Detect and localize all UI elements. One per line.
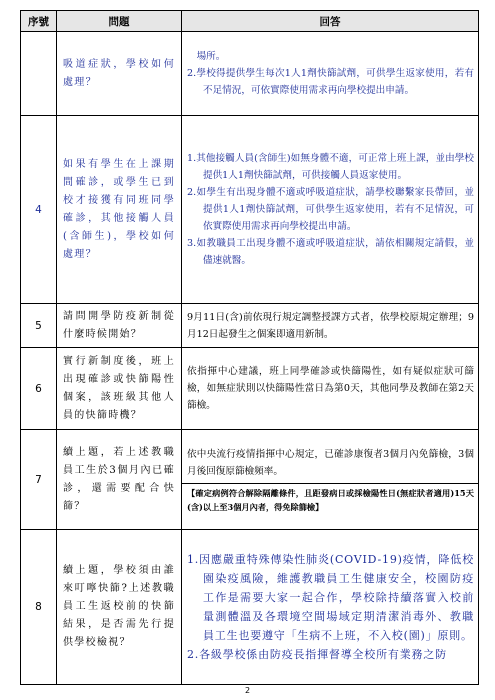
row-answer — [182, 32, 479, 116]
row-answer — [182, 430, 479, 530]
row-number: 4 — [21, 116, 57, 304]
row-number: 8 — [21, 530, 57, 685]
answer-item: 3.如教職員工出現身體不適或呼吸道症狀，請依相關規定請假，並儘速就醫。 — [187, 238, 474, 266]
header-no: 序號 — [21, 11, 57, 32]
row-number: 6 — [21, 348, 57, 430]
row-answer — [182, 348, 479, 430]
row-question: 吸道症狀，學校如何處理？ — [57, 32, 182, 116]
header-answer: 回答 — [182, 11, 479, 32]
row-number: 7 — [21, 430, 57, 530]
table-row — [21, 430, 479, 530]
table-row — [21, 116, 479, 304]
answer-text: 依指揮中心建議，班上同學確診或快篩陽性，如有疑似症狀可篩檢，如無症狀則以快篩陽性當日為第0天，其他同學及教師在第2天篩檢。 — [187, 366, 474, 411]
answer-item: 2.學校得提供學生每次1人1劑快篩試劑，可供學生返家使用，若有不足情況，可依實際使用需求再向學校提出申請。 — [187, 68, 474, 96]
answer-item: 1.因應嚴重特殊傳染性肺炎(COVID-19)疫情，降低校園染疫風險，維護教職員工生健康安全，校園防疫工作是需要大家一起合作，學校除持續落實入校前量測體溫及各環境空間場域定期清潔消毒外、教職員工生也要遵守「生病不上班，不入校(園)」原則。 — [187, 553, 474, 642]
table-row — [21, 530, 479, 685]
row-number: 5 — [21, 304, 57, 348]
answer-line: 場所。 — [187, 51, 226, 62]
row-number — [21, 32, 57, 116]
faq-table — [20, 10, 479, 685]
table-row — [21, 348, 479, 430]
table-header-row — [21, 11, 479, 32]
row-question: 續上題，若上述教職員工生於3個月內已確診，還需要配合快篩？ — [57, 430, 182, 530]
answer-text: 9月11日(含)前依現行規定調整授課方式者，依學校原規定辦理；9月12日起發生之個案即適用新制。 — [187, 311, 474, 340]
row-question: 續上題，學校須由誰來叮嚀快篩?上述教職員工生返校前的快篩結果，是否需先行提供學校檢視？ — [57, 530, 182, 685]
row-answer — [182, 530, 479, 685]
answer-text: 依中央流行疫情指揮中心規定，已確診康復者3個月內免篩檢，3個月後回復原篩檢頻率。 — [187, 448, 474, 477]
answer-item: 1.其他接觸人員(含師生)如無身體不適，可正常上班上課，並由學校提供1人1劑快篩試劑，可供接觸人員返家使用。 — [187, 153, 474, 181]
table-row — [21, 304, 479, 348]
row-question: 請問開學防疫新制從什麼時候開始？ — [57, 304, 182, 348]
answer-item: 2.各級學校係由防疫長指揮督導全校所有業務之防 — [187, 648, 447, 661]
header-question: 問題 — [57, 11, 182, 32]
answer-note: 【確定病例符合解除隔離條件，且距發病日或採檢陽性日(無症狀者適用)15天(含)以上至3個月內者，得免除篩檢】 — [182, 483, 478, 517]
table-row — [21, 32, 479, 116]
row-answer — [182, 304, 479, 348]
row-question: 實行新制度後，班上出現確診或快篩陽性個案，該班級其他人員的快篩時機？ — [57, 348, 182, 430]
page-number: 2 — [244, 686, 251, 695]
answer-item: 2.如學生有出現身體不適或呼吸道症狀，請學校聯繫家長帶回，並提供1人1劑快篩試劑，可供學生返家使用，若有不足情況，可依實際使用需求再向學校提出申請。 — [187, 187, 474, 232]
row-question: 如果有學生在上課期間確診，或學生已到校才接獲有同班同學確診，其他接觸人員(含師生)，學校如何處理？ — [57, 116, 182, 304]
row-answer — [182, 116, 479, 304]
